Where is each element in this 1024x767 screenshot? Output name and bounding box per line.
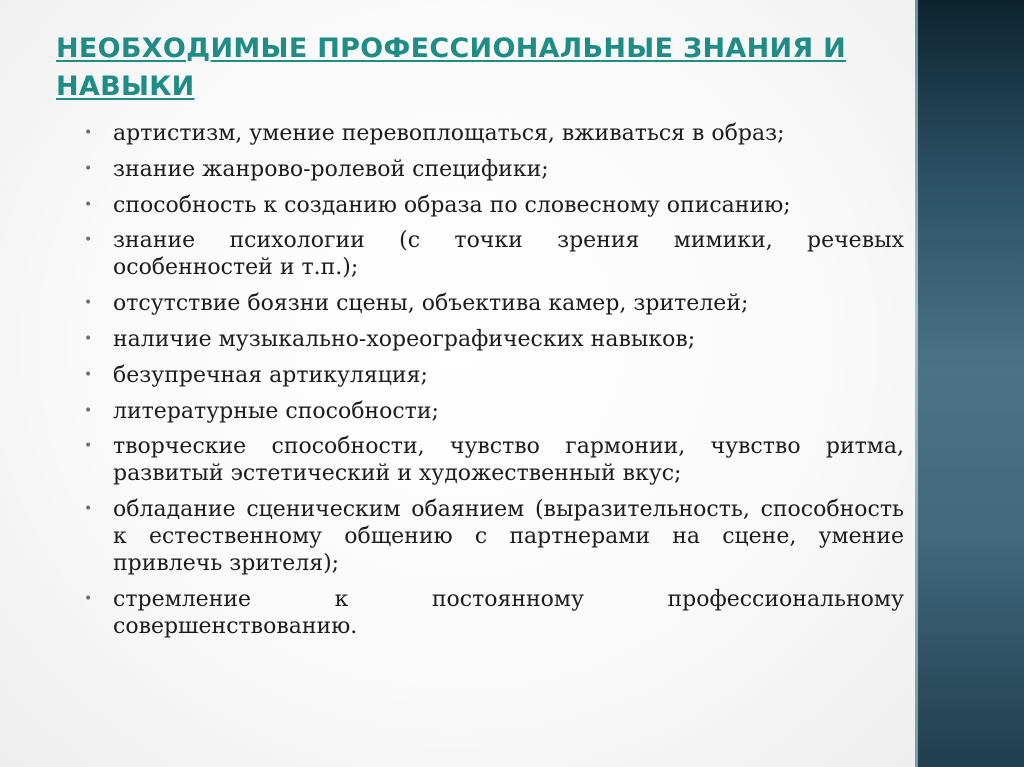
list-item (84, 156, 904, 183)
list-item (84, 433, 904, 487)
list-item-text: артистизм, умение перевоплощаться, вживаться в образ; (113, 121, 785, 146)
bullet-icon: • (84, 590, 93, 607)
list-item-text: обладание сценическим обаянием (выразительность, способность к естественному общению с партнерами на сцене, умение привлечь зрителя); (113, 497, 904, 577)
list-item-text: знание жанрово-ролевой специфики; (113, 156, 549, 182)
list-item (84, 362, 904, 389)
list-item (84, 586, 904, 640)
bullet-icon: • (84, 501, 93, 518)
bullet-icon: • (84, 232, 93, 249)
list-item (84, 120, 904, 147)
list-item (84, 496, 904, 577)
skills-list (84, 120, 904, 649)
slide-title-line-2: НАВЫКИ (56, 71, 195, 102)
list-item (84, 290, 904, 317)
list-item-text: наличие музыкально-хореографических навыков; (113, 326, 696, 352)
list-item-text: стремление к постоянному профессиональному совершенствованию. (113, 586, 904, 639)
list-item (84, 398, 904, 425)
bullet-icon: • (84, 366, 93, 383)
list-item-text: отсутствие боязни сцены, объектива камер, зрителей; (113, 291, 749, 317)
list-item-text: способность к созданию образа по словесному описанию; (113, 192, 791, 218)
bullet-icon: • (84, 295, 93, 312)
list-item-text: литературные способности; (113, 398, 439, 424)
list-item (84, 326, 904, 353)
bullet-icon: • (84, 125, 93, 141)
bullet-icon: • (84, 196, 93, 213)
list-item (84, 227, 904, 281)
list-item-text: безупречная артикуляция; (113, 362, 428, 388)
decorative-side-band (915, 0, 1024, 767)
slide-title-line-1: НЕОБХОДИМЫЕ ПРОФЕССИОНАЛЬНЫЕ ЗНАНИЯ И (56, 33, 847, 64)
bullet-icon: • (84, 438, 93, 455)
bullet-icon: • (84, 402, 93, 419)
list-item-text: знание психологии (с точки зрения мимики, речевых особенностей и т.п.); (113, 228, 904, 281)
list-item (84, 192, 904, 219)
bullet-icon: • (84, 330, 93, 347)
slide-title (56, 30, 856, 106)
list-item-text: творческие способности, чувство гармонии, чувство ритма, развитый эстетический и художественный вкус; (113, 434, 904, 487)
bullet-icon: • (84, 160, 93, 177)
